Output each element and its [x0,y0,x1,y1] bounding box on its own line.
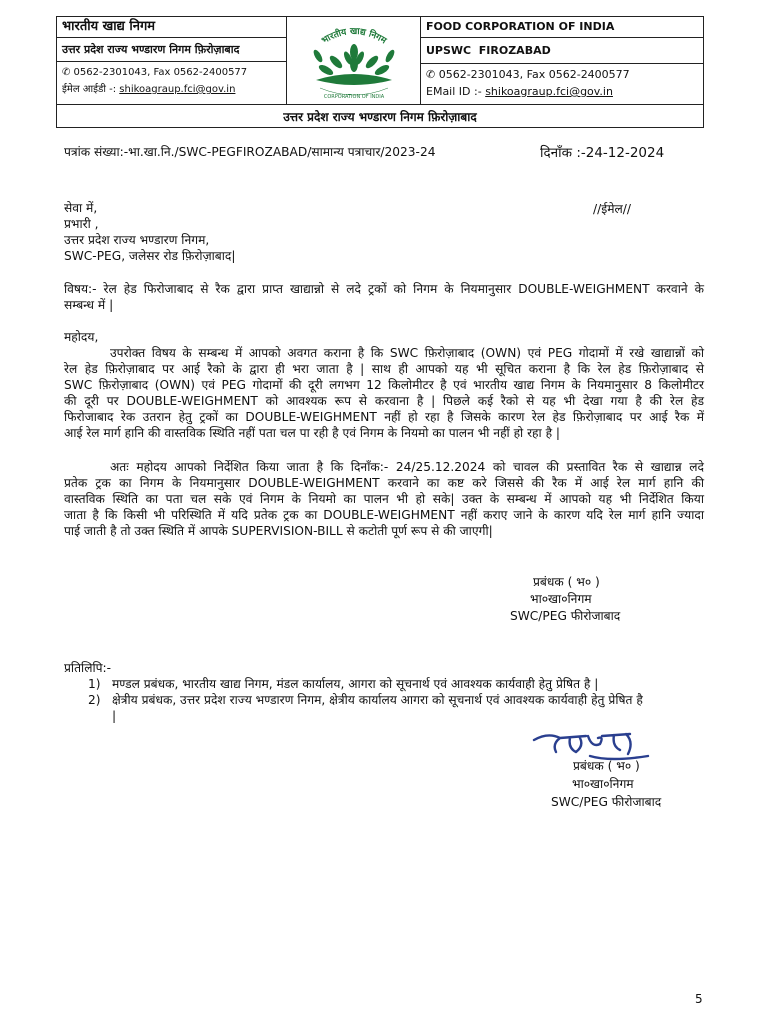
paragraph-line: SWC फ़िरोज़ाबाद (OWN) एवं PEG गोदामों की दूरी लगभग 12 किलोमीटर है एवं भारतीय खाद्य निगम के नियमानुसार 8 किलोमीटर [64,378,704,392]
copy-heading: प्रतिलिपि:- [64,661,112,675]
body-paragraph-2 [64,459,704,539]
paragraph-line: उपरोक्त विषय के सम्बन्ध में आपको अवगत कराना है कि SWC फ़िरोज़ाबाद (OWN) एवं PEG गोदामों में रखे खाद्यान्नों को [110,346,704,360]
signatory-org: भा०खा०निगम [530,592,592,606]
signatory-office: SWC/PEG फीरोजाबाद [510,609,621,623]
letter-date: दिनाँक :-24-12-2024 [540,145,665,161]
subject-line: सम्बन्ध में | [64,298,114,312]
list-item [64,692,704,708]
paragraph-line: अतः महोदय आपको निर्देशित किया जाता है कि दिनाँक:- 24/25.12.2024 को चावल की प्रस्तावित रैक से खाद्यान्न लदे [110,460,704,474]
paragraph-line: पाई जाती है तो उक्त स्थिति में आपके SUPERVISION-BILL से कटोती पूर्ण रूप से की जाएगी| [64,524,493,538]
address-line: सेवा में, [64,201,98,215]
address-line: SWC-PEG, जलेसर रोड फ़िरोज़ाबाद| [64,249,236,263]
paragraph-line: जाता है कि किसी भी परिस्थिति में यदि प्रतेक ट्रक का DOUBLE-WEIGHMENT नहीं कराए जाने के कारण यदि रेल मार्ग हानि ज्यादा [64,508,704,522]
email-link-right[interactable]: shikoagraup.fci@gov.in [485,85,613,98]
letterhead-left [56,16,286,104]
org-name-english: FOOD CORPORATION OF INDIA [420,16,704,38]
reference-number: पत्रांक संख्या:-भा.खा.नि./SWC-PEGFIROZABAD/सामान्य पत्राचार/2023-24 [64,145,436,159]
suborg-name-hindi: उत्तर प्रदेश राज्य भण्डारण निगम फ़िरोज़ाबाद [56,38,286,62]
copy-text: मण्डल प्रबंधक, भारतीय खाद्य निगम, मंडल कार्यालय, आगरा को सूचनार्थ एवं आवश्यक कार्यवाही हेतु प्रेषित है | [112,677,599,691]
paragraph-line: आई रेल मार्ग हानि की वास्तविक स्थिति नहीं पता चल पा रही है एवं निगम के नियमो का पालन भी नहीं हो रहा है | [64,426,561,440]
list-item [64,676,704,692]
email-left [56,81,286,101]
logo-arc-text: भारतीय खाद्य निगम [320,26,388,47]
signatory-designation: प्रबंधक ( भ० ) [573,759,640,773]
email-label-left: ईमेल आईडी -: [62,84,117,95]
paragraph-line: रेल हेड फ़िरोज़ाबाद पर आई रैको के द्वारा ही भरा जाता है | साथ ही आपको यह भी सूचित कराना है कि रेल हेड फ़िरोज़ाबाद से [64,362,704,376]
signatory-office: SWC/PEG फीरोजाबाद [551,795,662,809]
fci-logo [290,18,418,104]
svg-text:भारतीय खाद्य निगम [320,27,388,47]
address-line: उत्तर प्रदेश राज्य भण्डारण निगम, [64,233,210,247]
subject [64,281,704,313]
org-name-hindi: भारतीय खाद्य निगम [56,16,286,38]
paragraph-line: वास्तविक स्थिति का पता चल सके एवं निगम के नियमो का पालन भी हो सके| उक्त के सम्बन्ध में आपको यह भी निर्देशित किया [64,492,704,506]
paragraph-line: फिरोजाबाद रेक उतरान हेतु ट्रकों का DOUBLE-WEIGHMENT नहीं हो रहा है जिसके कारण रेल हेड फ़िरोज़ाबाद पर आई रैक में [64,410,704,424]
paragraph-line: प्रतेक ट्रक का निगम के नियमानुसार DOUBLE-WEIGHMENT करवाने का कष्ट करे जिससे की रैक में आई रेल मार्ग हानि की [64,476,704,490]
copy-number: 1) [88,677,101,691]
recipient-address [64,200,235,264]
page-number: 5 [695,992,703,1006]
fci-wheat-emblem-icon [290,18,418,104]
email-link-left[interactable]: shikoagraup.fci@gov.in [119,84,236,95]
signatory-org: भा०खा०निगम [572,777,634,791]
subject-line: विषय:- रेल हेड फिरोजाबाद से रैक द्वारा प्राप्त खाद्यान्नो से लदे ट्रकों को निगम के नियमानुसार DOUBLE-WEIGHMENT करवाने के [64,282,704,296]
body-paragraph-1 [64,345,704,441]
letterhead-banner: उत्तर प्रदेश राज्य भण्डारण निगम फ़िरोज़ाबाद [56,104,704,128]
phone-right: ✆ 0562-2301043, Fax 0562-2400577 [426,68,630,81]
divider-left [286,16,287,104]
copy-text: | [112,709,117,723]
address-line: प्रभारी , [64,217,99,231]
paragraph-line: की दूरी पर DOUBLE-WEIGHMENT को आवश्यक रूप से करवाना है | पिछले कई रैको से यह भी देखा गया है की रेल हेड [64,394,704,408]
letterhead-right [420,16,704,104]
suborg-name-english: UPSWC FIROZABAD [420,38,704,64]
list-item-continuation [64,708,704,724]
salutation: महोदय, [64,330,99,344]
copy-list [64,676,704,724]
email-label-right: EMail ID :- [426,85,482,98]
signatory-designation: प्रबंधक ( भ० ) [533,575,600,589]
email-right [420,83,704,103]
phone-left: ✆ 0562-2301043, Fax 0562-2400577 [62,67,248,78]
logo-bottom-text: CORPORATION OF INDIA [323,94,385,100]
copy-text: क्षेत्रीय प्रबंधक, उत्तर प्रदेश राज्य भण्डारण निगम, क्षेत्रीय कार्यालय आगरा को सूचनार्थ एवं आवश्यक कार्यवाही हेतु प्रेषित है [112,693,643,707]
email-mark: //ईमेल// [593,202,631,216]
copy-number: 2) [88,693,101,707]
